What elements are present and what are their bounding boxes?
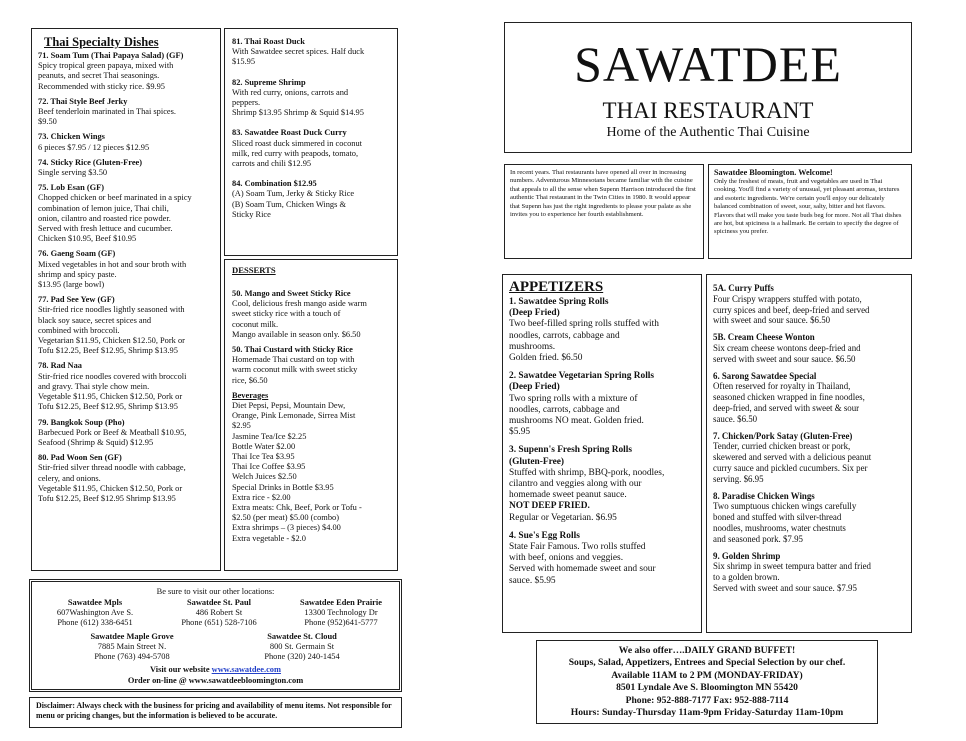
beverage-line: Extra rice - $2.00	[232, 492, 291, 502]
buffet-phone: Phone: 952-888-7177 Fax: 952-888-7114	[625, 694, 789, 706]
menu-item-title: 73. Chicken Wings	[38, 132, 105, 142]
location-phone: Phone (763) 494-5708	[94, 652, 170, 661]
menu-item	[232, 289, 390, 340]
menu-item-description: Chopped chicken or beef marinated in a spicy combination of lemon juice, Thai chili, onion, cilantro and roasted rice powder. Served with fresh lettuce and cucumber. Chicken $10.95, Beef $10.95	[38, 193, 192, 244]
specialty-title: Thai Specialty Dishes	[44, 35, 159, 49]
beverages-title: Beverages	[232, 390, 269, 400]
specials-box	[224, 28, 398, 256]
menu-item-description: 6 pieces $7.95 / 12 pieces $12.95	[38, 142, 150, 152]
appetizers-box	[502, 274, 702, 633]
buffet-line-1: We also offer….DAILY GRAND BUFFET!	[618, 645, 796, 656]
location-name: Sawatdee Mpls	[67, 598, 123, 607]
location-phone: Phone (320) 240-1454	[264, 652, 340, 661]
intro-left-box	[504, 164, 704, 259]
menu-item-description: Six cream cheese wontons deep-fried and served with sweet and sour sauce. $6.50	[713, 342, 861, 364]
beverage-line: Special Drinks in Bottle $3.95	[232, 482, 334, 492]
menu-item	[713, 332, 905, 364]
menu-item-title: 74. Sticky Rice (Gluten-Free)	[38, 157, 143, 167]
location-maple-grove	[62, 632, 202, 662]
location-address: 800 St. Germain St	[269, 642, 335, 651]
intro-right-box	[708, 164, 912, 259]
menu-item-description: Homemade Thai custard on top with warm coconut milk with sweet sticky rice, $6.50	[232, 355, 358, 385]
intro-right-text: Only the freshest of meats, fruit and vegetables are used in Thai cooking. You'll find a variety of unusual, yet pleasant aromas, textures and esoteric ingredients. We're certain you'll enjoy our delicately balanced combination of sweet, sour, salty, bitter and hot flavors. Flavors that will make you taste buds beg for more. Not all Thai dishes are hot, but spiciness is a hallmark. Be certain to specify the degree of spiciness you prefer.	[714, 178, 902, 236]
menu-item	[509, 371, 695, 438]
locations-box	[29, 579, 402, 692]
location-mpls	[35, 598, 155, 628]
menu-item-title: 8. Paradise Chicken Wings	[713, 490, 815, 501]
menu-item-description: (A) Soam Tum, Jerky & Sticky Rice (B) Soam Tum, Chicken Wings & Sticky Rice	[232, 189, 355, 219]
menu-item-description: Cool, delicious fresh mango aside warm sweet sticky rice with a touch of coconut milk. Mango available in season only. $6.50	[232, 299, 367, 339]
menu-item-title: 78. Rad Naa	[38, 361, 82, 371]
menu-item-description: Two spring rolls with a mixture of noodles, carrots, cabbage and mushrooms NO meat. Golden fried. $5.95	[509, 393, 644, 438]
beverage-line: $2.95	[232, 421, 251, 431]
menu-item-title: 9. Golden Shrimp	[713, 550, 781, 561]
menu-item-title: 7. Chicken/Pork Satay (Gluten-Free)	[713, 430, 853, 441]
location-phone: Phone (651) 528-7106	[181, 618, 257, 627]
location-st-cloud	[232, 632, 372, 662]
appetizers-title: APPETIZERS	[509, 279, 604, 295]
menu-item	[38, 361, 214, 412]
website-label: Visit our website	[150, 665, 210, 674]
menu-item-description: Six shrimp in sweet tempura batter and fried to a golden brown. Served with sweet and sour sauce. $7.95	[713, 561, 871, 593]
menu-item-description: Two beef-filled spring rolls stuffed with noodles, carrots, cabbage and mushrooms. Golden fried. $6.50	[509, 319, 659, 364]
menu-item	[38, 418, 214, 449]
location-phone: Phone (612) 338-6451	[57, 618, 133, 627]
intro-left-text: In recent years. Thai restaurants have opened all over in increasing numbers. Adventurous Minnesotans became familiar with the cuisine that appeals to all the sense when Supenn Harrison introduced the first authentic Thai restaurant in the Twin Cities in 1980. It would appear that Supenn has just the right ingredients to please your palate as she invites you to experience her fourth establishment.	[510, 169, 696, 219]
menu-item-description: Single serving $3.50	[38, 168, 108, 178]
specialty-box	[31, 28, 221, 571]
menu-item	[232, 128, 390, 169]
location-address: 486 Robert St	[195, 608, 243, 617]
menu-item-description: Often reserved for royalty in Thailand, seasoned chicken wrapped in fine noodles, deep-fried, and served with sweet & sour sauce. $6.50	[713, 381, 865, 424]
menu-item-description: Barbecued Pork or Beef & Meatball $10.95, Seafood (Shrimp & Squid) $12.95	[38, 427, 187, 447]
desserts-box	[224, 259, 398, 571]
menu-item-title: 71. Soam Tum (Thai Papaya Salad) (GF)	[38, 51, 184, 60]
menu-item-description: Sliced roast duck simmered in coconut milk, red curry with peapods, tomato, carrots and chili $12.95	[232, 138, 363, 169]
beverage-line: Orange, Pink Lemonade, Sirrea Mist	[232, 411, 356, 421]
location-st-paul	[160, 598, 278, 628]
location-name: Sawatdee St. Paul	[187, 598, 251, 607]
menu-item-note: NOT DEEP FRIED.	[509, 501, 590, 512]
beverage-line: $2.50 (per meat) $5.00 (combo)	[232, 513, 339, 523]
menu-item-title: 5B. Cream Cheese Wonton	[713, 332, 815, 343]
menu-item-title: 50. Thai Custard with Sticky Rice	[232, 345, 353, 355]
location-name: Sawatdee Eden Prairie	[300, 598, 382, 607]
menu-item-description: Mixed vegetables in hot and sour broth with shrimp and spicy paste. $13.95 (large bowl)	[38, 259, 187, 290]
menu-item	[713, 431, 905, 485]
specialty-list	[38, 51, 214, 504]
location-phone: Phone (952)641-5777	[304, 618, 378, 627]
beverage-line: Extra vegetable - $2.0	[232, 533, 306, 543]
menu-item	[509, 531, 695, 587]
buffet-box	[536, 640, 878, 724]
menu-item-title: 83. Sawatdee Roast Duck Curry	[232, 128, 347, 138]
website-link[interactable]: www.sawatdee.com	[211, 665, 281, 674]
menu-item-description: Stir-fried rice noodles covered with broccoli and gravy. Thai style chow mein. Vegetable $11.95, Chicken $12.50, Pork or Tofu $12.25, Beef $12.95, Shrimp $13.95	[38, 371, 187, 412]
menu-item-description: With red curry, onions, carrots and peppers. Shrimp $13.95 Shrimp & Squid $14.95	[232, 87, 364, 118]
specials-list	[232, 37, 390, 220]
menu-item	[38, 132, 214, 152]
disclaimer-text: Disclaimer: Always check with the business for pricing and availability of menu items. Not responsible for menu or pricing changes, but the information is believed to be accurate.	[36, 701, 392, 720]
restaurant-tagline: Home of the Authentic Thai Cuisine	[606, 125, 810, 140]
restaurant-subtitle: THAI RESTAURANT	[602, 98, 814, 123]
menu-item	[38, 51, 214, 92]
menu-item-description: With Sawatdee secret spices. Half duck $15.95	[232, 47, 365, 67]
menu-item	[232, 345, 390, 386]
menu-item-title: 84. Combination $12.95	[232, 179, 317, 189]
menu-item-description: Stir-fried silver thread noodle with cabbage, celery, and onions. Vegetable $11.95, Chicken $12.50, Pork or Tofu $12.25, Beef $12.95 Shrimp $13.95	[38, 463, 186, 503]
menu-item	[38, 295, 214, 356]
menu-item-title: 3. Supenn's Fresh Spring Rolls (Gluten-Free)	[509, 445, 633, 467]
beverage-line: Jasmine Tea/Ice $2.25	[232, 431, 307, 441]
website-line	[32, 665, 399, 675]
menu-item-title: 5A. Curry Puffs	[713, 283, 774, 293]
beverage-line: Extra shrimps – (3 pieces) $4.00	[232, 523, 341, 533]
menu-item-title: 6. Sarong Sawatdee Special	[713, 370, 817, 381]
appetizers-list	[509, 297, 695, 587]
menu-item-title: 76. Gaeng Soam (GF)	[38, 249, 116, 259]
menu-item-title: 82. Supreme Shrimp	[232, 77, 306, 87]
menu-item	[713, 551, 905, 594]
menu-item-title: 72. Thai Style Beef Jerky	[38, 96, 128, 106]
menu-item	[232, 179, 390, 220]
menu-item-title: 4. Sue's Egg Rolls	[509, 530, 580, 541]
header-box	[504, 22, 912, 153]
menu-item-description: Two sumptuous chicken wings carefully boned and stuffed with silver-thread noodles, mushrooms, water chestnuts and seasoned pork. $7.95	[713, 501, 857, 544]
beverage-line: Diet Pepsi, Pepsi, Mountain Dew,	[232, 401, 346, 411]
menu-item-description: Stir-fried rice noodles lightly seasoned with black soy sauce, secret spices and combined with broccoli. Vegetarian $11.95, Chicken $12.50, Pork or Tofu $12.25, Beef $12.95, Shrimp $13.95	[38, 305, 185, 356]
restaurant-name: SAWATDEE	[574, 36, 842, 92]
buffet-line-2: Soups, Salad, Appetizers, Entrees and Special Selection by our chef.	[568, 657, 846, 669]
location-address: 607Washington Ave S.	[56, 608, 134, 617]
buffet-address: 8501 Lyndale Ave S. Bloomington MN 55420	[616, 682, 798, 694]
desserts-list	[232, 289, 390, 386]
menu-item	[232, 78, 390, 119]
location-eden-prairie	[282, 598, 400, 628]
location-name: Sawatdee Maple Grove	[90, 632, 174, 641]
menu-item-title: 1. Sawatdee Spring Rolls (Deep Fried)	[509, 297, 609, 319]
menu-item-description: Spicy tropical green papaya, mixed with peanuts, and secret Thai seasonings. Recommended with sticky rice. $9.95	[38, 61, 174, 91]
menu-item	[509, 445, 695, 523]
menu-item-title: 77. Pad See Yew (GF)	[38, 295, 115, 305]
location-address: 7885 Main Street N.	[97, 642, 167, 651]
menu-item	[713, 283, 905, 326]
appetizers-right-box	[706, 274, 912, 633]
beverage-line: Thai Ice Coffee $3.95	[232, 462, 306, 472]
appetizers-right-list	[713, 283, 905, 594]
menu-item	[38, 158, 214, 178]
disclaimer-box	[29, 697, 402, 728]
menu-item-title: 50. Mango and Sweet Sticky Rice	[232, 289, 351, 298]
menu-item	[509, 297, 695, 364]
menu-item	[38, 183, 214, 244]
menu-item	[38, 249, 214, 290]
beverage-line: Bottle Water $2.00	[232, 441, 296, 451]
menu-item-description: Regular or Vegetarian. $6.95	[509, 512, 617, 523]
beverage-line: Thai Ice Tea $3.95	[232, 452, 295, 462]
menu-item-description: Tender, curried chicken breast or pork, skewered and served with a delicious peanut curry sauce and pickled cucumbers. Six per serving. $6.95	[713, 441, 872, 484]
menu-item-description: State Fair Famous. Two rolls stuffed with beef, onions and veggies. Served with homemade sweet and sour sauce. $5.95	[509, 542, 656, 586]
menu-item	[38, 97, 214, 128]
menu-item	[232, 37, 390, 68]
location-address: 13300 Technology Dr	[304, 608, 378, 617]
beverage-line: Welch Juices $2.50	[232, 472, 297, 482]
buffet-line-3: Available 11AM to 2 PM (MONDAY-FRIDAY)	[611, 669, 803, 681]
beverage-line: Extra meats: Chk, Beef, Pork or Tofu -	[232, 503, 362, 513]
menu-item	[713, 491, 905, 545]
buffet-hours: Hours: Sunday-Thursday 11am-9pm Friday-Saturday 11am-10pm	[570, 707, 844, 719]
menu-item-title: 75. Lob Esan (GF)	[38, 183, 105, 193]
desserts-title: DESSERTS	[232, 265, 276, 275]
order-online[interactable]: Order on-line @ www.sawatdeebloomington.com	[127, 676, 304, 685]
location-name: Sawatdee St. Cloud	[267, 632, 337, 641]
menu-item-title: 79. Bangkok Soup (Pho)	[38, 417, 125, 427]
menu-item-title: 81. Thai Roast Duck	[232, 37, 305, 46]
menu-item-title: 80. Pad Woon Sen (GF)	[38, 453, 122, 463]
beverages-list	[232, 401, 390, 544]
menu-item-description: Stuffed with shrimp, BBQ-pork, noodles, cilantro and veggies along with our homemade sweet peanut sauce.	[509, 467, 665, 501]
menu-item-description: Four Crispy wrappers stuffed with potato, curry spices and beef, deep-fried and served with sweet and sour sauce. $6.50	[713, 293, 870, 326]
menu-item	[713, 371, 905, 425]
menu-item-title: 2. Sawatdee Vegetarian Spring Rolls (Deep Fried)	[509, 371, 655, 393]
menu-item	[38, 453, 214, 504]
locations-intro: Be sure to visit our other locations:	[156, 587, 275, 596]
menu-item-description: Beef tenderloin marinated in Thai spices. $9.50	[38, 107, 176, 127]
intro-right-title: Sawatdee Bloomington. Welcome!	[714, 168, 833, 177]
